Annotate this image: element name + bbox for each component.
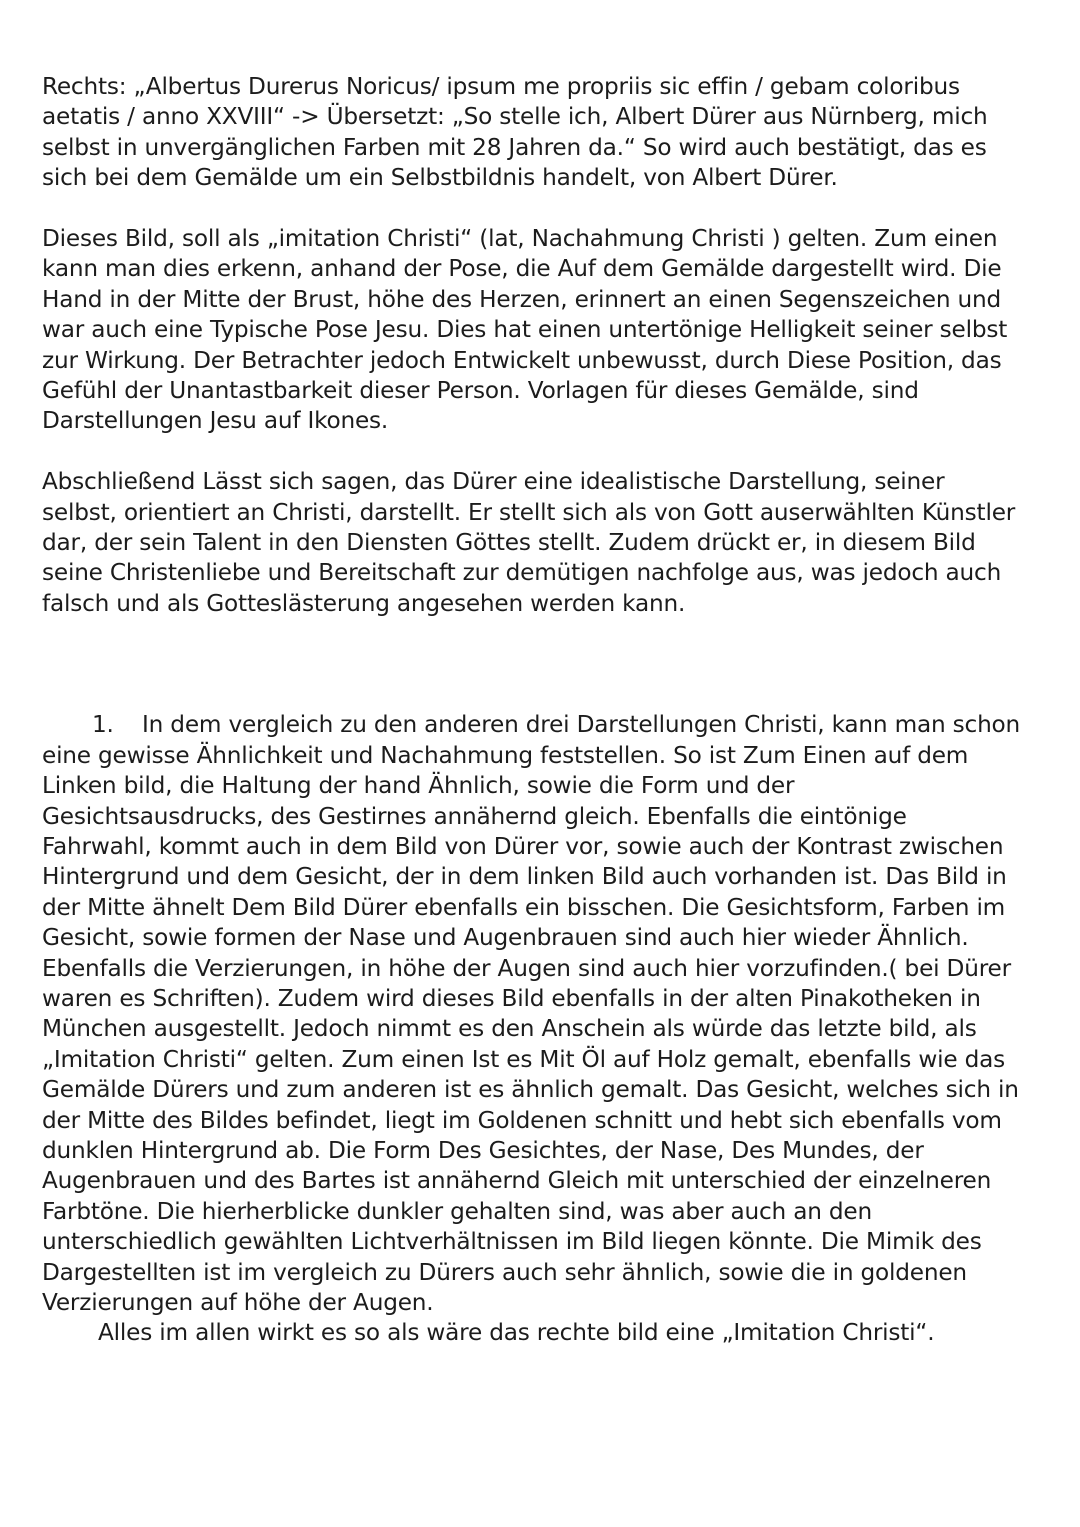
paragraph-imitation-christi — [42, 224, 1042, 437]
text-line: der Mitte des Bildes befindet, liegt im Goldenen schnitt und hebt sich ebenfalls vom — [42, 1106, 1002, 1134]
text-line: waren es Schriften). Zudem wird dieses Bild ebenfalls in der alten Pinakotheken in — [42, 984, 981, 1012]
text-line: zur Wirkung. Der Betrachter jedoch Entwickelt unbewusst, durch Diese Position, das — [42, 346, 1002, 374]
text-line: Fahrwahl, kommt auch in dem Bild von Dürer vor, sowie auch der Kontrast zwischen — [42, 832, 1004, 860]
paragraph-inscription — [42, 72, 1042, 194]
text-line: Hand in der Mitte der Brust, höhe des Herzen, erinnert an einen Segenszeichen und — [42, 285, 1002, 313]
text-line: Farbtöne. Die hierherblicke dunkler gehalten sind, was aber auch an den — [42, 1197, 872, 1225]
text-line: sich bei dem Gemälde um ein Selbstbildnis handelt, von Albert Dürer. — [42, 164, 838, 192]
text-line: Gemälde Dürers und zum anderen ist es ähnlich gemalt. Das Gesicht, welches sich in — [42, 1076, 1019, 1104]
text-line: falsch und als Gotteslästerung angesehen werden kann. — [42, 589, 686, 617]
numbered-item-first-line — [42, 710, 1042, 740]
closing-line: Alles im allen wirkt es so als wäre das rechte bild eine „Imitation Christi“. — [98, 1319, 935, 1347]
text-line: Hintergrund und dem Gesicht, der in dem linken Bild auch vorhanden ist. Das Bild in — [42, 863, 1007, 891]
text-line: Gefühl der Unantastbarkeit dieser Person. Vorlagen für dieses Gemälde, sind — [42, 377, 919, 405]
paragraph-conclusion — [42, 467, 1042, 619]
text-line: Dieses Bild, soll als „imitation Christi“ (lat, Nachahmung Christi ) gelten. Zum einen — [42, 225, 998, 253]
text-line: Gesicht, sowie formen der Nase und Augenbrauen sind auch hier wieder Ähnlich. — [42, 924, 969, 952]
text-line: Gesichtsausdrucks, des Gestirnes annähernd gleich. Ebenfalls die eintönige — [42, 802, 907, 830]
text-line: „Imitation Christi“ gelten. Zum einen Ist es Mit Öl auf Holz gemalt, ebenfalls wie das — [42, 1045, 1006, 1073]
text-line: Verzierungen auf höhe der Augen. — [42, 1289, 434, 1316]
text-line: Linken bild, die Haltung der hand Ähnlich, sowie die Form und der — [42, 772, 795, 800]
list-number: 1. — [92, 711, 114, 739]
text-line: war auch eine Typische Pose Jesu. Dies hat einen untertönige Helligkeit seiner selbst — [42, 316, 1008, 344]
text-line: aetatis / anno XXVIII“ -> Übersetzt: „So stelle ich, Albert Dürer aus Nürnberg, mich — [42, 103, 988, 131]
text-line: eine gewisse Ähnlichkeit und Nachahmung feststellen. So ist Zum Einen auf dem — [42, 741, 969, 769]
text-line: kann man dies erkenn, anhand der Pose, die Auf dem Gemälde dargestellt wird. Die — [42, 255, 1002, 283]
text-line: Dargestellten ist im vergleich zu Dürers auch sehr ähnlich, sowie die in goldenen — [42, 1258, 967, 1286]
text-line: unterschiedlich gewählten Lichtverhältnissen im Bild liegen könnte. Die Mimik des — [42, 1228, 982, 1256]
text-line: Augenbrauen und des Bartes ist annähernd Gleich mit unterschied der einzelneren — [42, 1167, 992, 1195]
text-line: Ebenfalls die Verzierungen, in höhe der Augen sind auch hier vorzufinden.( bei Dürer — [42, 954, 1011, 982]
text-line: der Mitte ähnelt Dem Bild Dürer ebenfalls ein bisschen. Die Gesichtsform, Farben im — [42, 893, 1006, 921]
text-line: seine Christenliebe und Bereitschaft zur demütigen nachfolge aus, was jedoch auch — [42, 559, 1002, 587]
text-line: Darstellungen Jesu auf Ikones. — [42, 407, 389, 435]
text-line: Rechts: „Albertus Durerus Noricus/ ipsum me propriis sic effin / gebam coloribus — [42, 73, 960, 100]
text-line: München ausgestellt. Jedoch nimmt es den Anschein als würde das letzte bild, als — [42, 1015, 977, 1043]
text-line: selbst in unvergänglichen Farben mit 28 Jahren da.“ So wird auch bestätigt, das es — [42, 133, 987, 161]
numbered-item-comparison — [42, 710, 1042, 1349]
text-line: dunklen Hintergrund ab. Die Form Des Gesichtes, der Nase, Des Mundes, der — [42, 1136, 924, 1164]
text-line: selbst, orientiert an Christi, darstellt. Er stellt sich als von Gott auserwählten Künstler — [42, 498, 1016, 526]
text-line: dar, der sein Talent in den Diensten Göttes stellt. Zudem drückt er, in diesem Bild — [42, 529, 976, 557]
document-page — [42, 72, 1042, 1349]
text-line: Abschließend Lässt sich sagen, das Dürer eine idealistische Darstellung, seiner — [42, 468, 945, 496]
text-line: In dem vergleich zu den anderen drei Darstellungen Christi, kann man schon — [142, 711, 1021, 739]
